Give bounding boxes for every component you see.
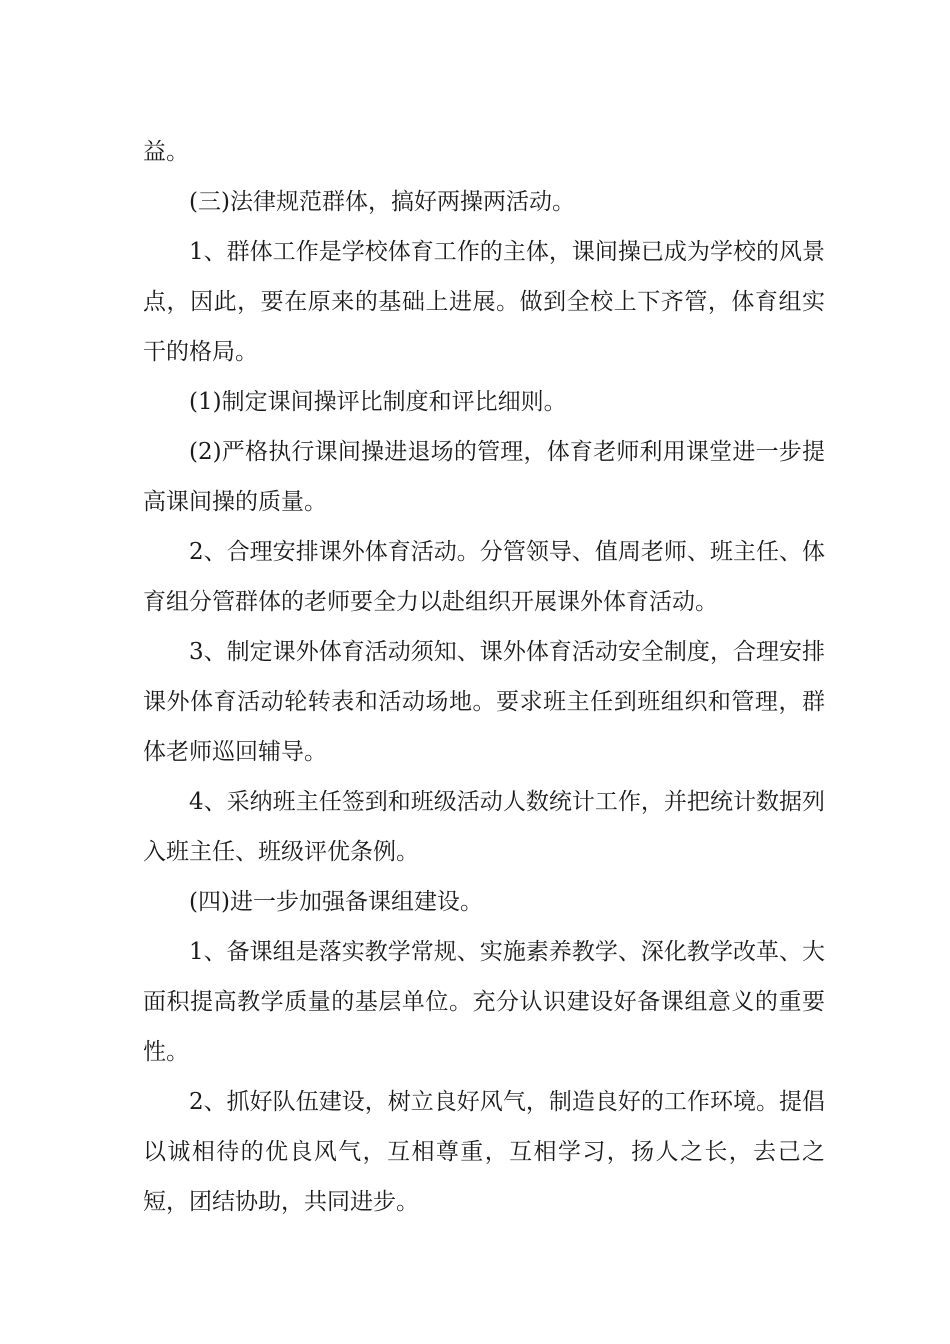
paragraph-subitem-2: (2)严格执行课间操进退场的管理，体育老师利用课堂进一步提高课间操的质量。 xyxy=(143,439,825,515)
paragraph-item-2: 2、合理安排课外体育活动。分管领导、值周老师、班主任、体育组分管群体的老师要全力以赴组织开展课外体育活动。 xyxy=(143,539,825,615)
paragraph-item-2-b: 2、抓好队伍建设，树立良好风气，制造良好的工作环境。提倡以诚相待的优良风气，互相尊重，互相学习，扬人之长，去己之短，团结协助，共同进步。 xyxy=(143,1089,825,1215)
document-body xyxy=(143,127,825,1227)
paragraph-item-1-b: 1、备课组是落实教学常规、实施素养教学、深化教学改革、大面积提高教学质量的基层单位。充分认识建设好备课组意义的重要性。 xyxy=(143,939,825,1065)
section-heading-4: (四)进一步加强备课组建设。 xyxy=(189,889,483,915)
paragraph-item-1: 1、群体工作是学校体育工作的主体，课间操已成为学校的风景点，因此，要在原来的基础上进展。做到全校上下齐管，体育组实干的格局。 xyxy=(143,239,825,365)
paragraph-item-4: 4、采纳班主任签到和班级活动人数统计工作，并把统计数据列入班主任、班级评优条例。 xyxy=(143,789,825,865)
paragraph-continuation: 益。 xyxy=(143,139,189,165)
paragraph-item-3: 3、制定课外体育活动须知、课外体育活动安全制度，合理安排课外体育活动轮转表和活动场地。要求班主任到班组织和管理，群体老师巡回辅导。 xyxy=(143,639,825,765)
paragraph-subitem-1: (1)制定课间操评比制度和评比细则。 xyxy=(189,389,567,415)
section-heading-3: (三)法律规范群体，搞好两操两活动。 xyxy=(189,189,575,215)
